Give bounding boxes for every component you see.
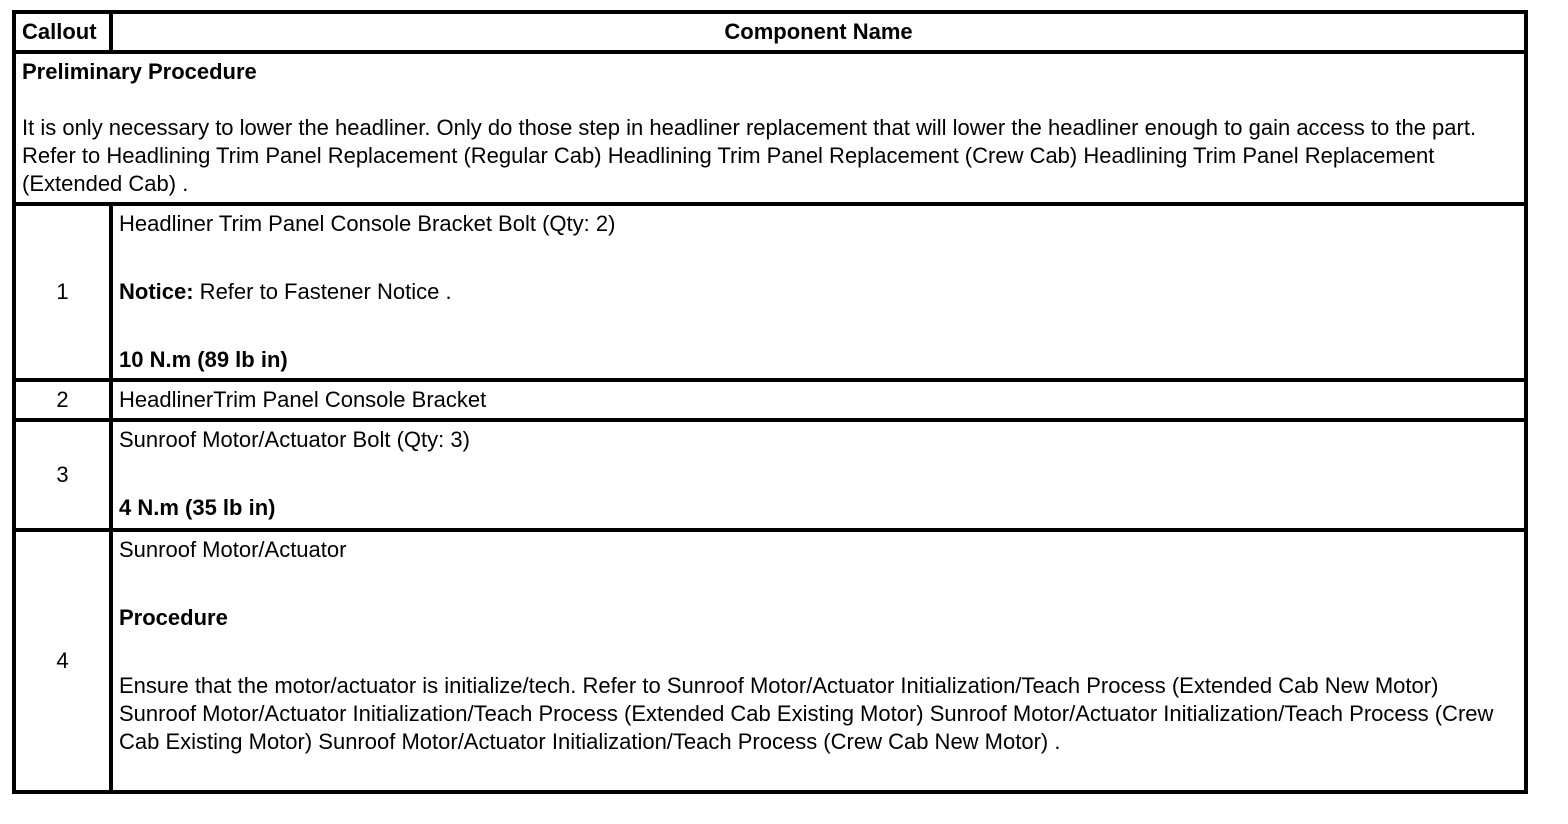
component-name: HeadlinerTrim Panel Console Bracket xyxy=(111,380,1526,420)
component-table xyxy=(12,10,1528,794)
component-name: Sunroof Motor/Actuator xyxy=(119,537,347,562)
torque-spec: 10 N.m (89 lb in) xyxy=(119,347,288,372)
preliminary-procedure-row xyxy=(14,52,1526,204)
table-row xyxy=(14,380,1526,420)
callout-number: 4 xyxy=(14,530,111,792)
component-name-column-header: Component Name xyxy=(111,12,1526,52)
table-row xyxy=(14,530,1526,792)
preliminary-procedure-title: Preliminary Procedure xyxy=(22,59,257,84)
table-row xyxy=(14,420,1526,530)
preliminary-procedure-cell xyxy=(14,52,1526,204)
table-row xyxy=(14,204,1526,380)
callout-number: 3 xyxy=(14,420,111,530)
callout-number: 2 xyxy=(14,380,111,420)
component-name: Headliner Trim Panel Console Bracket Bolt (Qty: 2) xyxy=(119,211,616,236)
component-cell xyxy=(111,530,1526,792)
component-cell xyxy=(111,420,1526,530)
table-header-row xyxy=(14,12,1526,52)
preliminary-procedure-text: It is only necessary to lower the headliner. Only do those step in headliner replacement that will lower the headliner enough to gain access to the part. Refer to Headlining Trim Panel Replacement (Regular Cab) Headlining Trim Panel Replacement (Crew Cab) Headlining Trim Panel Replacement (Extended Cab) . xyxy=(22,115,1477,196)
component-cell xyxy=(111,204,1526,380)
procedure-text: Ensure that the motor/actuator is initialize/tech. Refer to Sunroof Motor/Actuator Initialization/Teach Process (Extended Cab New Motor) Sunroof Motor/Actuator Initialization/Teach Process (Extended Cab Existing Motor) Sunroof Motor/Actuator Initialization/Teach Process (Crew Cab Existing Motor) Sunroof Motor/Actuator Initialization/Teach Process (Crew Cab New Motor) . xyxy=(119,673,1494,754)
callout-column-header: Callout xyxy=(14,12,111,52)
notice-line xyxy=(119,278,1518,306)
component-name: Sunroof Motor/Actuator Bolt (Qty: 3) xyxy=(119,427,470,452)
torque-spec: 4 N.m (35 lb in) xyxy=(119,495,276,520)
callout-number: 1 xyxy=(14,204,111,380)
notice-label: Notice: xyxy=(119,279,194,304)
procedure-title: Procedure xyxy=(119,605,228,630)
notice-text: Refer to Fastener Notice . xyxy=(193,279,452,304)
